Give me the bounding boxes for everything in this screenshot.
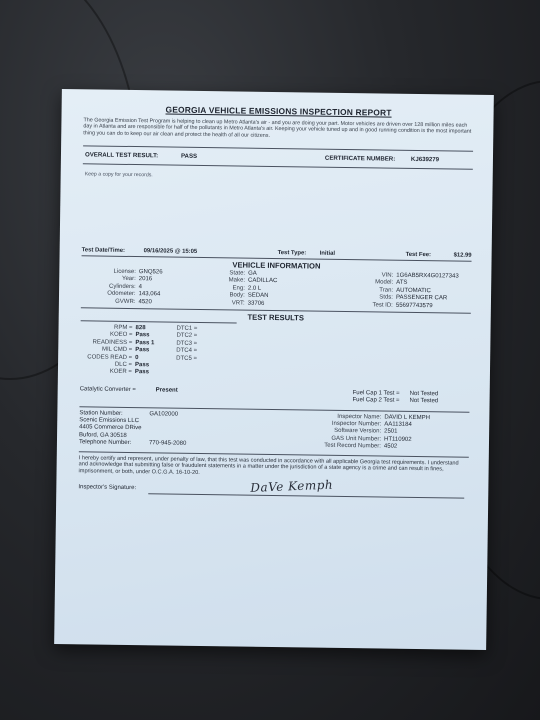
inspector-number-label: Inspector Number:	[331, 420, 382, 428]
vehicle-field-label: Cylinders:	[108, 283, 136, 290]
fuel-cap2-label: Fuel Cap 2 Test =	[352, 397, 400, 404]
vehicle-field-label: Odometer:	[107, 290, 136, 298]
vehicle-field-label: State:	[229, 270, 246, 277]
result-field-value: Pass	[134, 369, 150, 376]
overall-result-label: OVERALL TEST RESULT:	[84, 151, 159, 160]
dtc-code: DTC2 =	[176, 332, 198, 340]
test-type-value: Initial	[319, 250, 336, 257]
result-field-value: 828	[135, 324, 146, 332]
vehicle-info-grid	[81, 268, 471, 310]
vehicle-field-label: Test ID:	[372, 301, 393, 309]
vehicle-field-label: VIN:	[381, 272, 394, 279]
certificate-label: CERTIFICATE NUMBER:	[324, 154, 396, 163]
station-name: Scenic Emissions LLC	[79, 417, 140, 425]
inspector-name-label: Inspector Name:	[337, 413, 382, 421]
result-field-label: READINESS =	[92, 339, 133, 346]
inspector-number-value: AA113184	[384, 421, 412, 428]
result-field-value: Pass	[135, 347, 150, 354]
certification-text: I hereby certify and represent, under penalty of law, that this test was conducted in accordance with all applicable Georgia test requirements. I understand and acknowledge that submitting false or fraudulent statements in a matter under the jurisdiction of a state agency is a crime and can result in fines, imprisonment, or both, under O.C.G.A. 16-10-20.	[78, 454, 459, 476]
vehicle-field-value: AUTOMATIC	[396, 287, 431, 294]
fuel-cap1-label: Fuel Cap 1 Test =	[352, 389, 400, 397]
vehicle-left-labels	[81, 268, 136, 306]
vehicle-left-values	[135, 269, 214, 307]
fuel-cap2-value: Not Tested	[409, 398, 439, 405]
vehicle-field-label: Model:	[375, 279, 394, 286]
result-field-label: RPM =	[114, 324, 133, 331]
vehicle-field-label: VRT:	[231, 299, 245, 307]
gas-unit-label: GAS Unit Number:	[331, 435, 382, 443]
vehicle-field-label: Eng:	[232, 285, 245, 292]
station-number-value: GA102000	[149, 410, 179, 418]
result-field-label: KOER =	[109, 369, 132, 376]
test-fee-value: $12.99	[453, 252, 472, 259]
station-block	[79, 410, 469, 452]
test-fee-label: Test Fee:	[405, 251, 432, 259]
test-results-grid	[80, 324, 471, 381]
signature-line	[148, 494, 464, 499]
signature-label: Inspector's Signature:	[78, 484, 137, 492]
station-number-label: Station Number:	[79, 409, 123, 417]
vehicle-field-label: Body:	[229, 292, 245, 299]
overall-result-value: PASS	[180, 152, 198, 160]
result-field-label: KOEO =	[109, 332, 133, 339]
dtc-codes	[176, 326, 237, 379]
certificate-value: KJ639279	[410, 155, 440, 164]
vehicle-right-labels	[350, 272, 393, 310]
vehicle-field-value: GA	[248, 270, 257, 277]
vehicle-field-value: 4	[138, 283, 143, 290]
dtc-code: DTC3 =	[176, 340, 198, 347]
vehicle-field-label: Stds:	[379, 294, 394, 301]
result-field-value: Pass	[135, 362, 150, 369]
result-field-value: Pass 1	[135, 339, 155, 347]
vehicle-field-value: PASSENGER CAR	[395, 294, 448, 302]
results-values	[132, 325, 177, 377]
vehicle-info-title: VEHICLE INFORMATION	[232, 260, 321, 271]
vehicle-field-value: 55697743579	[395, 302, 433, 309]
vehicle-field-value: 4520	[138, 298, 152, 305]
result-field-value: 0	[135, 354, 139, 361]
vehicle-middle-values	[245, 270, 351, 308]
gas-unit-value: HT110902	[383, 436, 412, 443]
vehicle-field-label: Year:	[121, 276, 136, 283]
vehicle-field-value: CADILLAC	[247, 277, 278, 285]
inspector-name-value: DAVID L KEMPH	[384, 414, 431, 421]
result-field-value: Pass	[135, 332, 150, 339]
dtc-code: DTC1 =	[176, 325, 198, 332]
results-labels	[80, 324, 133, 377]
vehicle-middle-labels	[213, 270, 245, 307]
result-field-label: DLC =	[114, 361, 133, 368]
signature-row	[78, 478, 468, 506]
dtc-code: DTC4 =	[176, 347, 198, 355]
vehicle-field-value: 1G6AB5RX4G0127343	[396, 272, 459, 280]
vehicle-field-value: 2016	[138, 276, 153, 283]
vehicle-field-label: GVWR:	[115, 298, 136, 305]
vehicle-field-label: Make:	[228, 277, 246, 284]
blank-area	[82, 177, 473, 250]
test-record-label: Test Record Number:	[324, 442, 381, 450]
test-record-value: 4502	[383, 443, 398, 450]
test-date-value: 09/16/2025 @ 15:05	[143, 248, 198, 255]
report-title: GEORGIA VEHICLE EMISSIONS INSPECTION REPORT	[165, 104, 392, 118]
telephone-value: 770-945-2080	[148, 440, 187, 447]
catalytic-fuelcap-block	[80, 386, 470, 406]
result-field-label: MIL CMD =	[101, 346, 133, 354]
result-field-label: CODES READ =	[87, 353, 133, 361]
catalytic-label: Catalytic Converter =	[79, 386, 136, 393]
emissions-report	[54, 89, 494, 650]
report-intro: The Georgia Emission Test Program is helping to clean up Metro Atlanta's air - and you are doing your part. Motor vehicles are driven over 128 million miles each day in Atlanta and are responsible for half of the pollutants in Metro Atlanta's air. Keeping your vehicle tuned up and in good running condition is the most important thing you can do to keep our air clean and protect the health of all our citizens.	[83, 117, 472, 139]
software-version-label: Software Version:	[334, 428, 382, 435]
test-date-label: Test Date/Time:	[81, 247, 126, 254]
vehicle-field-value: 2.0 L	[247, 285, 262, 292]
dtc-code: DTC5 =	[176, 355, 198, 362]
vehicle-field-value: ATS	[396, 279, 408, 287]
copy-note: Keep a copy for your records.	[84, 171, 153, 179]
test-results-title: TEST RESULTS	[247, 312, 304, 323]
vehicle-field-value: SEDAN	[247, 292, 269, 300]
vehicle-field-label: Tran:	[379, 287, 394, 294]
fuel-cap1-value: Not Tested	[409, 390, 439, 398]
catalytic-value: Present	[155, 387, 178, 394]
vehicle-field-value: GNQ526	[138, 268, 163, 276]
test-type-label: Test Type:	[277, 249, 307, 257]
vehicle-field-value: 143,064	[138, 291, 161, 298]
vehicle-right-values	[393, 273, 472, 311]
telephone-label: Telephone Number:	[78, 439, 132, 447]
station-address2: Buford, GA 30518	[79, 432, 127, 439]
vehicle-field-value: 33706	[247, 300, 265, 307]
software-version-value: 2501	[384, 428, 398, 436]
inspector-signature: DaVe Kemph	[250, 478, 334, 496]
station-address1: 4405 Commerce DRive	[79, 424, 142, 432]
vehicle-field-label: License:	[113, 268, 136, 275]
